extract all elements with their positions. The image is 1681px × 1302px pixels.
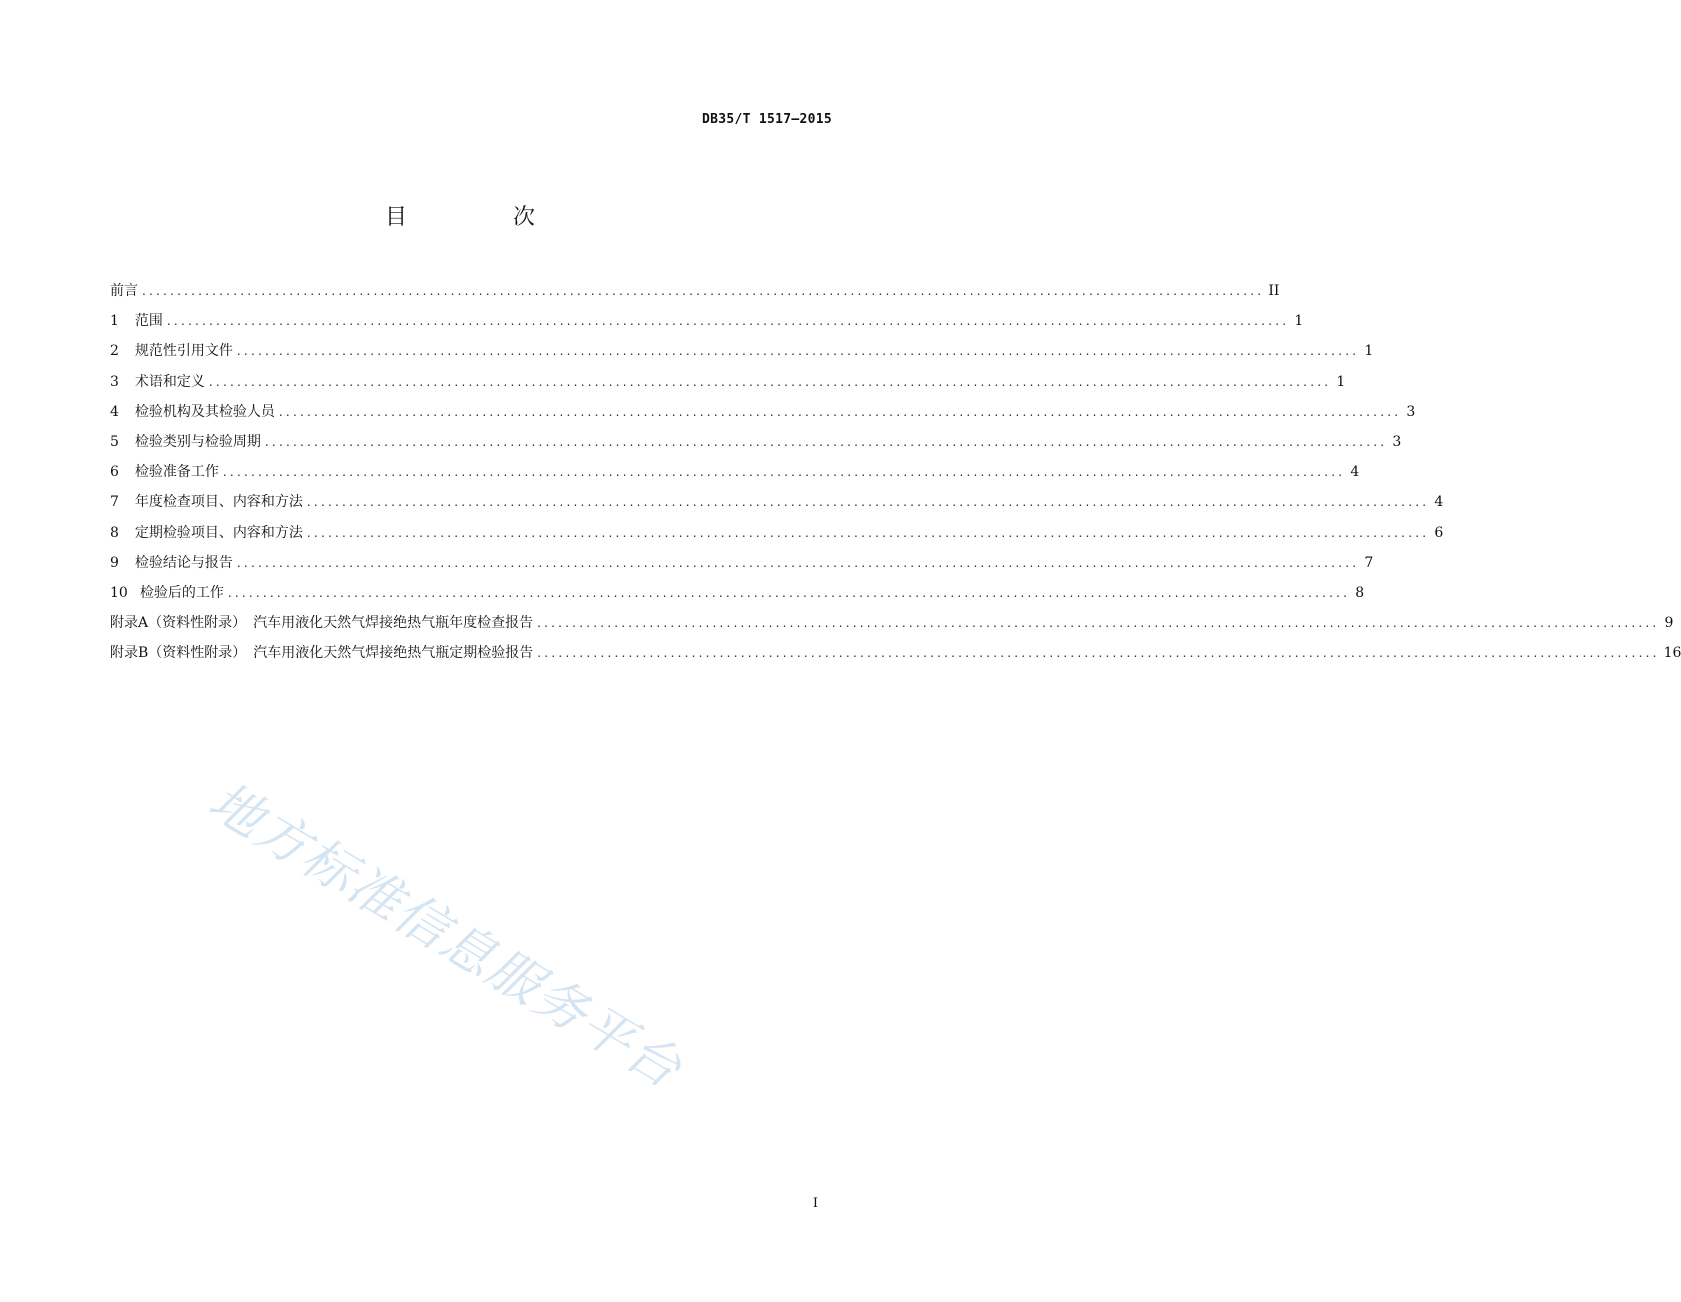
toc-entry-label: 前言 (110, 283, 138, 299)
toc-entry[interactable] (110, 487, 1444, 517)
toc-entry-label: 检验机构及其检验人员 (134, 403, 275, 420)
toc-entry-label: 定期检验项目、内容和方法 (134, 524, 303, 541)
toc-entry-number: 6 (110, 464, 119, 481)
toc-dot-leader: ................................................................................................................................................................ (306, 525, 1430, 540)
toc-entry-number: 10 (110, 584, 128, 601)
toc-entry-label: 附录A（资料性附录） 汽车用液化天然气焊接绝热气瓶年度检查报告 (110, 615, 534, 632)
toc-dot-leader: ................................................................................................................................................................ (142, 284, 1265, 298)
toc-entry-label: 检验结论与报告 (134, 554, 233, 571)
toc-entry-label: 检验类别与检验周期 (134, 433, 261, 450)
toc-entry-page: 6 (1434, 524, 1444, 541)
page-number: I (812, 1196, 818, 1211)
toc-entry[interactable] (110, 518, 1444, 548)
watermark: 地方标准信息服务平台 (198, 771, 693, 1101)
toc-entry[interactable] (110, 336, 1374, 366)
toc-dot-leader: ................................................................................................................................................................ (537, 646, 1660, 661)
toc-entry-number: 8 (110, 524, 119, 541)
toc-entry[interactable] (110, 276, 1280, 306)
toc-dot-leader: ................................................................................................................................................................ (166, 314, 1290, 329)
toc-entry[interactable] (110, 638, 1681, 668)
toc-dot-leader: ................................................................................................................................................................ (264, 434, 1388, 449)
toc-entry[interactable] (110, 397, 1416, 427)
toc-entry-label: 检验后的工作 (139, 584, 224, 601)
toc-entry-label: 范围 (134, 313, 163, 330)
toc-entry-page: 1 (1364, 343, 1374, 360)
toc-dot-leader: ................................................................................................................................................................ (537, 616, 1660, 631)
toc-entry-number: 9 (110, 554, 119, 571)
table-of-contents (110, 276, 1681, 668)
toc-dot-leader: ................................................................................................................................................................ (222, 465, 1346, 480)
toc-entry-label: 规范性引用文件 (134, 343, 233, 360)
toc-dot-leader: ................................................................................................................................................................ (306, 495, 1430, 510)
toc-entry[interactable] (110, 367, 1346, 397)
toc-entry-page: 7 (1364, 554, 1374, 571)
toc-entry-page: 8 (1355, 584, 1365, 601)
toc-entry-page: II (1268, 283, 1280, 299)
toc-entry[interactable] (110, 578, 1365, 608)
toc-entry-number: 4 (110, 403, 119, 420)
toc-dot-leader: ................................................................................................................................................................ (236, 555, 1360, 570)
toc-dot-leader: ................................................................................................................................................................ (227, 585, 1351, 600)
toc-dot-leader: ................................................................................................................................................................ (278, 404, 1402, 419)
toc-entry[interactable] (110, 427, 1402, 457)
toc-entry-label: 术语和定义 (134, 373, 205, 390)
toc-entry-label: 附录B（资料性附录） 汽车用液化天然气焊接绝热气瓶定期检验报告 (110, 645, 534, 662)
toc-title: 目 次 (384, 205, 577, 230)
document-code: DB35/T 1517—2015 (701, 112, 832, 127)
toc-entry-number: 3 (110, 373, 119, 390)
toc-entry-label: 检验准备工作 (134, 464, 219, 481)
toc-entry[interactable] (110, 608, 1674, 638)
toc-entry-page: 1 (1294, 313, 1304, 330)
toc-entry-page: 4 (1434, 494, 1444, 511)
toc-entry[interactable] (110, 306, 1304, 336)
toc-entry[interactable] (110, 548, 1374, 578)
toc-dot-leader: ................................................................................................................................................................ (236, 344, 1360, 359)
toc-entry-number: 1 (110, 313, 119, 330)
toc-entry-number: 5 (110, 433, 119, 450)
toc-entry-label: 年度检查项目、内容和方法 (134, 494, 303, 511)
toc-entry-number: 7 (110, 494, 119, 511)
toc-entry-number: 2 (110, 343, 119, 360)
toc-entry[interactable] (110, 457, 1360, 487)
toc-entry-page: 9 (1664, 615, 1674, 632)
toc-entry-page: 16 (1663, 645, 1681, 662)
toc-entry-page: 3 (1392, 433, 1402, 450)
toc-entry-page: 4 (1350, 464, 1360, 481)
toc-entry-page: 3 (1406, 403, 1416, 420)
toc-entry-page: 1 (1336, 373, 1346, 390)
toc-dot-leader: ................................................................................................................................................................ (208, 374, 1332, 389)
